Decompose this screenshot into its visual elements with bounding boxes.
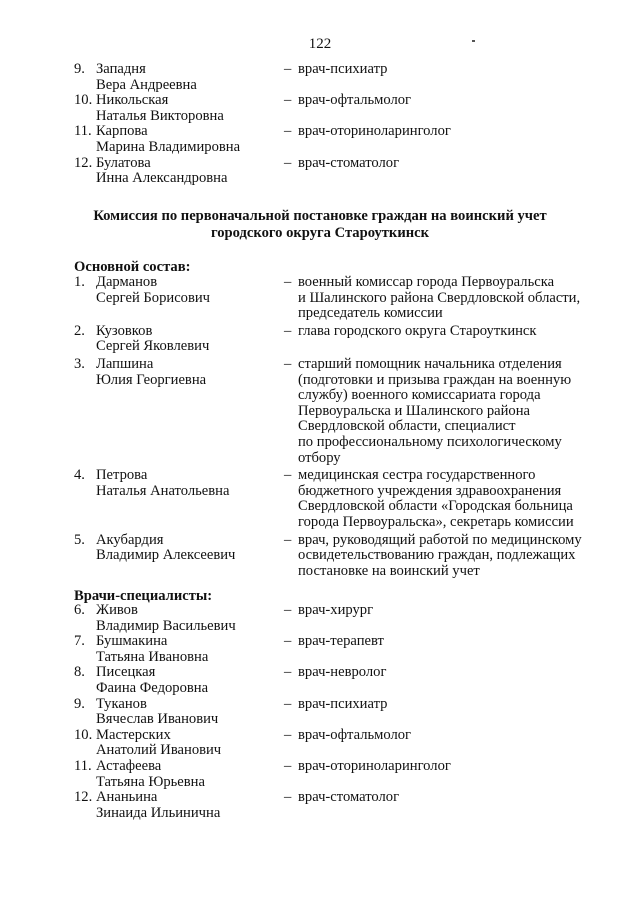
item-number: 10.: [74, 92, 93, 109]
position-line: врач-офтальмолог: [298, 92, 412, 109]
position-line: Свердловской области, специалист: [298, 418, 516, 435]
dash-separator: –: [284, 602, 292, 618]
person-name-line: Инна Александровна: [96, 170, 228, 187]
item-number: 2.: [74, 322, 85, 339]
dash-separator: –: [284, 789, 292, 806]
item-number: 12.: [74, 154, 93, 171]
dash-separator: –: [284, 322, 292, 339]
person-name-line: Сергей Борисович: [96, 289, 211, 306]
dash-separator: –: [284, 467, 292, 484]
item-number: 5.: [74, 531, 85, 548]
position-line: врач-оториноларинголог: [298, 757, 451, 774]
person-name-line: Наталья Анатольевна: [96, 482, 230, 499]
position-description: [298, 665, 614, 696]
dash-separator: –: [284, 726, 292, 743]
dash-separator: –: [284, 757, 292, 774]
position-line: врач-терапевт: [298, 633, 384, 650]
top-member-list: [74, 62, 614, 187]
item-number: 1.: [74, 274, 85, 290]
dash-separator: –: [284, 154, 292, 171]
position-description: [298, 468, 614, 530]
person-name-line: Петрова: [96, 467, 148, 484]
position-line: врач-оториноларинголог: [298, 123, 451, 140]
list-item: [74, 93, 614, 124]
person-name-line: Зинаида Ильинична: [96, 804, 221, 821]
dash-separator: –: [284, 633, 292, 650]
item-number: 11.: [74, 757, 92, 774]
person-name-line: Фаина Федоровна: [96, 679, 209, 696]
person-name-line: Юлия Георгиевна: [96, 371, 207, 388]
position-description: [298, 62, 614, 93]
person-name: [96, 759, 205, 790]
list-item: [74, 533, 614, 580]
list-item: [74, 468, 614, 530]
item-number: 10.: [74, 726, 93, 743]
list-item: [74, 634, 614, 665]
person-name: [96, 62, 197, 93]
position-line: врач-невролог: [298, 664, 387, 681]
position-description: [298, 697, 614, 728]
position-line: города Первоуральска», секретарь комиссии: [298, 513, 574, 530]
position-line: Первоуральска и Шалинского района: [298, 402, 531, 419]
person-name: [96, 665, 208, 696]
position-line: военный комиссар города Первоуральска: [298, 274, 555, 290]
person-name-line: Западня: [96, 61, 146, 77]
person-name: [96, 533, 235, 580]
person-name-line: Марина Владимировна: [96, 138, 241, 155]
item-number: 11.: [74, 123, 92, 140]
person-name: [96, 93, 224, 124]
position-line: председатель комиссии: [298, 305, 443, 322]
specialists-member-list: [74, 603, 614, 821]
position-line: врач-офтальмолог: [298, 726, 412, 743]
position-line: отбору: [298, 449, 341, 466]
item-number: 9.: [74, 61, 85, 77]
dash-separator: –: [284, 531, 292, 548]
person-name: [96, 124, 240, 155]
position-description: [298, 634, 614, 665]
person-name: [96, 634, 208, 665]
person-name: [96, 357, 206, 466]
position-description: [298, 728, 614, 759]
person-name: [96, 468, 229, 530]
list-item: [74, 665, 614, 696]
list-item: [74, 124, 614, 155]
person-name-line: Живов: [96, 602, 138, 618]
person-name-line: Лапшина: [96, 355, 154, 372]
person-name-line: Владимир Васильевич: [96, 617, 236, 634]
person-name-line: Писецкая: [96, 664, 156, 681]
person-name-line: Никольская: [96, 92, 169, 109]
position-line: по профессиональному психологическому: [298, 433, 562, 450]
position-line: освидетельствованию граждан, подлежащих: [298, 547, 576, 564]
person-name-line: Сергей Яковлевич: [96, 338, 210, 355]
position-description: [298, 275, 614, 322]
person-name: [96, 697, 218, 728]
item-number: 6.: [74, 602, 85, 618]
item-number: 12.: [74, 789, 93, 806]
dash-separator: –: [284, 664, 292, 681]
person-name-line: Булатова: [96, 154, 151, 171]
person-name-line: Татьяна Ивановна: [96, 648, 209, 665]
list-item: [74, 728, 614, 759]
list-item: [74, 324, 614, 355]
specialists-heading: Врачи-специалисты:: [74, 588, 213, 604]
page-number: 122: [308, 36, 332, 52]
person-name: [96, 275, 210, 322]
item-number: 8.: [74, 664, 85, 681]
dash-separator: –: [284, 274, 292, 290]
list-item: [74, 357, 614, 466]
person-name-line: Татьяна Юрьевна: [96, 773, 205, 790]
position-line: старший помощник начальника отделения: [298, 355, 562, 372]
dash-separator: –: [284, 355, 292, 372]
position-line: постановке на воинский учет: [298, 562, 480, 579]
position-description: [298, 156, 614, 187]
position-line: медицинская сестра государственного: [298, 467, 536, 484]
position-line: и Шалинского района Свердловской области,: [298, 289, 581, 306]
main-composition-heading: Основной состав:: [74, 259, 191, 275]
list-item: [74, 156, 614, 187]
position-line: врач-психиатр: [298, 61, 388, 77]
commission-title-line: городского округа Староуткинск: [210, 225, 430, 241]
position-line: врач-стоматолог: [298, 154, 400, 171]
item-number: 7.: [74, 633, 85, 650]
position-description: [298, 124, 614, 155]
dash-separator: –: [284, 92, 292, 109]
position-description: [298, 357, 614, 466]
item-number: 3.: [74, 355, 85, 372]
position-line: врач-стоматолог: [298, 789, 400, 806]
dash-separator: –: [284, 123, 292, 140]
position-line: врач-хирург: [298, 602, 374, 618]
person-name-line: Карпова: [96, 123, 148, 140]
list-item: [74, 759, 614, 790]
person-name: [96, 728, 221, 759]
person-name-line: Бушмакина: [96, 633, 168, 650]
list-item: [74, 275, 614, 322]
position-line: (подготовки и призыва граждан на военную: [298, 371, 572, 388]
dash-separator: –: [284, 695, 292, 712]
list-item: [74, 697, 614, 728]
position-line: службу) военного комиссариата города: [298, 387, 541, 404]
position-description: [298, 759, 614, 790]
person-name-line: Дарманов: [96, 274, 158, 290]
scan-speck: [472, 40, 475, 42]
position-line: врач-психиатр: [298, 695, 388, 712]
person-name: [96, 156, 227, 187]
list-item: [74, 603, 614, 634]
person-name-line: Вячеслав Иванович: [96, 711, 219, 728]
person-name: [96, 324, 209, 355]
person-name-line: Ананьина: [96, 789, 158, 806]
person-name-line: Астафеева: [96, 757, 162, 774]
dash-separator: –: [284, 61, 292, 77]
person-name-line: Анатолий Иванович: [96, 742, 222, 759]
person-name-line: Владимир Алексеевич: [96, 547, 236, 564]
item-number: 4.: [74, 467, 85, 484]
position-line: бюджетного учреждения здравоохранения: [298, 482, 562, 499]
position-line: врач, руководящий работой по медицинскому: [298, 531, 582, 548]
person-name-line: Туканов: [96, 695, 147, 712]
person-name-line: Кузовков: [96, 322, 153, 339]
main-member-list: [74, 275, 614, 581]
person-name: [96, 790, 220, 821]
position-description: [298, 603, 614, 634]
position-line: глава городского округа Староуткинск: [298, 322, 537, 339]
person-name-line: Акубардия: [96, 531, 164, 548]
position-description: [298, 324, 614, 355]
person-name-line: Наталья Викторовна: [96, 107, 224, 124]
position-description: [298, 93, 614, 124]
position-line: Свердловской области «Городская больница: [298, 498, 573, 515]
item-number: 9.: [74, 695, 85, 712]
commission-title-line: Комиссия по первоначальной постановке граждан на воинский учет: [93, 208, 547, 224]
person-name-line: Вера Андреевна: [96, 76, 197, 93]
position-description: [298, 790, 614, 821]
list-item: [74, 62, 614, 93]
commission-title: [0, 208, 640, 242]
person-name: [96, 603, 236, 634]
person-name-line: Мастерских: [96, 726, 171, 743]
list-item: [74, 790, 614, 821]
position-description: [298, 533, 614, 580]
